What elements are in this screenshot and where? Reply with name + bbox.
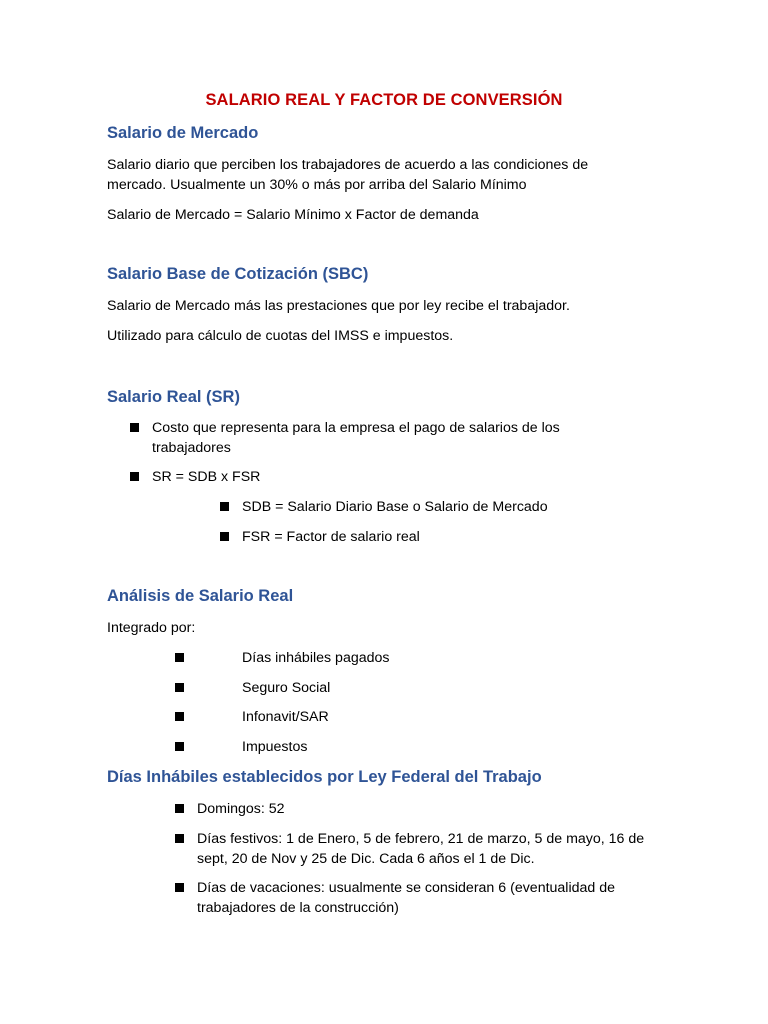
bullet-square-icon [220,532,229,541]
bullet-square-icon [175,834,184,843]
heading-dias-inhabiles: Días Inhábiles establecidos por Ley Federal del Trabajo [107,768,542,786]
inhabiles-item-2: Días festivos: 1 de Enero, 5 de febrero, 21 de marzo, 5 de mayo, 16 de sept, 20 de Nov y 25 de Dic. Cada 6 años el 1 de Dic. [197,831,645,867]
heading-salario-real: Salario Real (SR) [107,388,240,406]
inhabiles-item-3: Días de vacaciones: usualmente se consideran 6 (eventualidad de trabajadores de la construcción) [197,880,616,916]
sr-sub-bullet-1: SDB = Salario Diario Base o Salario de Mercado [242,499,548,515]
sr-bullet-1: Costo que representa para la empresa el pago de salarios de los trabajadores [152,420,560,456]
analisis-item-2: Seguro Social [242,680,331,696]
bullet-square-icon [175,804,184,813]
inhabiles-item-1: Domingos: 52 [197,801,285,817]
analisis-intro: Integrado por: [107,620,196,636]
sbc-paragraph-1: Salario de Mercado más las prestaciones que por ley recibe el trabajador. [107,298,570,314]
analisis-item-3: Infonavit/SAR [242,709,329,725]
heading-analisis: Análisis de Salario Real [107,587,294,605]
bullet-square-icon [175,742,184,751]
analisis-item-4: Impuestos [242,739,308,755]
bullet-square-icon [130,472,139,481]
document-title: SALARIO REAL Y FACTOR DE CONVERSIÓN [205,91,563,109]
analisis-item-1: Días inhábiles pagados [242,650,390,666]
mercado-paragraph-2: Salario de Mercado = Salario Mínimo x Factor de demanda [107,207,479,223]
heading-salario-mercado: Salario de Mercado [107,124,259,142]
mercado-paragraph-1: Salario diario que perciben los trabajadores de acuerdo a las condiciones de mercado. Usualmente un 30% o más por arriba del Salario Mínimo [107,157,589,193]
heading-sbc: Salario Base de Cotización (SBC) [107,265,369,283]
bullet-square-icon [175,712,184,721]
bullet-square-icon [175,683,184,692]
sr-bullet-2: SR = SDB x FSR [152,469,261,485]
bullet-square-icon [175,883,184,892]
bullet-square-icon [130,423,139,432]
bullet-square-icon [220,502,229,511]
bullet-square-icon [175,653,184,662]
sr-sub-bullet-2: FSR = Factor de salario real [242,529,420,545]
sbc-paragraph-2: Utilizado para cálculo de cuotas del IMSS e impuestos. [107,328,454,344]
